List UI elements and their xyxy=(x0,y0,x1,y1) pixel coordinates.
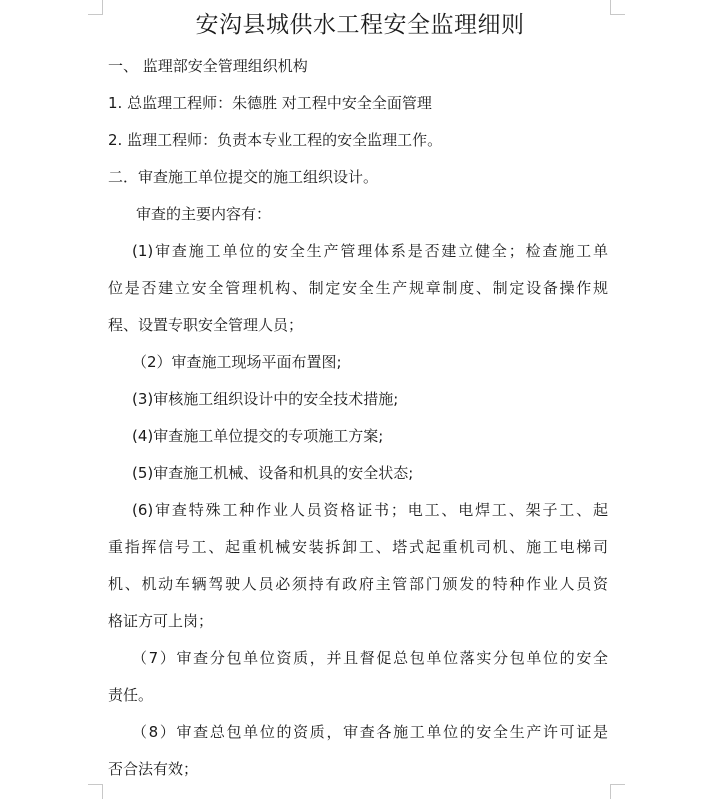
paragraph-line: （2）审查施工现场平面布置图; xyxy=(132,353,342,371)
list-item: 2. 监理工程师：负责本专业工程的安全监理工作。 xyxy=(108,131,443,149)
paragraph-line: 机、机动车辆驾驶人员必须持有政府主管部门颁发的特种作业人员资 xyxy=(108,575,608,593)
section-heading: 一、 监理部安全管理组织机构 xyxy=(108,57,308,75)
document-title: 安沟县城供水工程安全监理细则 xyxy=(195,12,525,38)
page-corner-mark xyxy=(610,784,625,799)
paragraph-line: 责任。 xyxy=(108,686,154,704)
paragraph-line: (3)审核施工组织设计中的安全技术措施; xyxy=(132,390,399,408)
document-body xyxy=(108,48,608,788)
paragraph-line: (5)审查施工机械、设备和机具的安全状态; xyxy=(132,464,414,482)
paragraph-line: 格证方可上岗； xyxy=(108,612,214,630)
paragraph-line: （8）审查总包单位的资质，审查各施工单位的安全生产许可证是 xyxy=(132,723,608,741)
paragraph-line: (1)审查施工单位的安全生产管理体系是否建立健全；检查施工单 xyxy=(132,242,608,260)
page-corner-mark xyxy=(88,784,103,799)
list-item: 1. 总监理工程师：朱德胜 对工程中安全全面管理 xyxy=(108,94,432,112)
section-heading: 二．审查施工单位提交的施工组织设计。 xyxy=(108,168,379,186)
paragraph-line: 审查的主要内容有： xyxy=(136,205,272,223)
paragraph-line: 位是否建立安全管理机构、制定安全生产规章制度、制定设备操作规 xyxy=(108,279,608,297)
paragraph-line: 否合法有效； xyxy=(108,760,199,778)
paragraph-line: 程、设置专职安全管理人员； xyxy=(108,316,304,334)
paragraph-line: 重指挥信号工、起重机械安装拆卸工、塔式起重机司机、施工电梯司 xyxy=(108,538,608,556)
paragraph-line: （7）审查分包单位资质，并且督促总包单位落实分包单位的安全 xyxy=(132,649,608,667)
paragraph-line: (4)审查施工单位提交的专项施工方案; xyxy=(132,427,384,445)
paragraph-line: (6)审查特殊工种作业人员资格证书；电工、电焊工、架子工、起 xyxy=(132,501,608,519)
